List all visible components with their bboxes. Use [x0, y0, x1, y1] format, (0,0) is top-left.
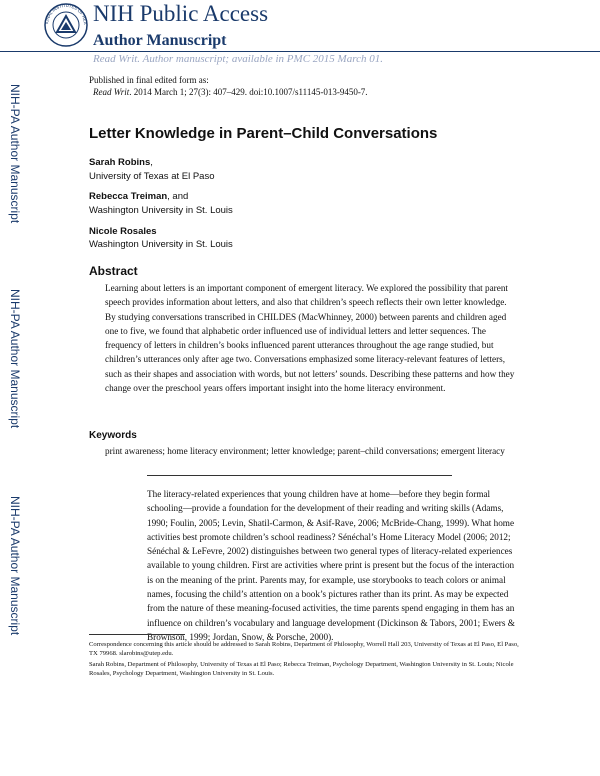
keywords-heading: Keywords — [89, 430, 137, 441]
author-name-text: Nicole Rosales — [89, 226, 157, 237]
published-form-label: Published in final edited form as: — [89, 75, 209, 85]
author-separator: , and — [167, 191, 189, 202]
author-name-text: Rebecca Treiman — [89, 191, 168, 202]
body-paragraph: The literacy-related experiences that young children have at home—before they begin formal schooling—provide a foundation for the development of their reading and writing skills (Adams, 1990; Foulin, 2005; Levin, Shatil-Carmon, & Asif-Rave, 2006; McBride-Chang, 1999). What home activities best promote children’s school readiness? Sénéchal’s Home Literacy Model (2006; 2012; Sénéchal & LeFevre, 2002) distinguishes between two general types of literacy-related experiences available to young children. First are activities where print is present but the focus of the interaction is on the meaning of the print. Parents may, for example, use storybooks to teach colors or animal names, focusing the child’s attention on a book’s pictures rather than its print. As may be expected from the nature of these meaning-focused activities, the time parents spend engaging in them has an influence on children’s vocabulary and language development (Dickinson & Tabors, 2001; Ewers & Brownson, 1999; Jordan, Snow, & Porsche, 2000). — [147, 489, 515, 642]
side-watermark-3: NIH-PA Author Manuscript — [8, 496, 22, 636]
abstract-heading: Abstract — [89, 264, 138, 278]
nih-public-access-title: NIH Public Access — [93, 1, 269, 26]
author-separator: , — [150, 157, 153, 168]
author-name — [89, 226, 157, 237]
author-affiliation: University of Texas at El Paso — [89, 171, 215, 182]
pmc-availability-note: Read Writ. Author manuscript; available in PMC 2015 March 01. — [93, 53, 383, 65]
citation-details: . 2014 March 1; 27(3): 407–429. doi:10.1007/s11145-013-9450-7. — [129, 87, 368, 97]
section-divider — [147, 475, 452, 476]
journal-name: Read Writ — [93, 87, 130, 97]
author-name — [89, 191, 188, 202]
nih-seal-logo — [43, 2, 89, 48]
side-watermark-1: NIH-PA Author Manuscript — [8, 84, 22, 224]
author-affiliation: Washington University in St. Louis — [89, 205, 233, 216]
keywords-text: print awareness; home literacy environment; letter knowledge; parent–child conversations; emergent literacy — [105, 446, 505, 456]
article-title: Letter Knowledge in Parent–Child Conversations — [89, 125, 438, 142]
header-rule — [0, 51, 600, 52]
citation-line — [93, 87, 368, 97]
side-watermark-2: NIH-PA Author Manuscript — [8, 289, 22, 429]
author-name — [89, 157, 153, 168]
correspondence-footnote: Correspondence concerning this article should be addressed to Sarah Robins, Department of Philosophy, Worrell Hall 203, University of Texas at El Paso, El Paso, TX 79968. slarobins@utep.edu. — [89, 641, 519, 657]
author-affiliation: Washington University in St. Louis — [89, 239, 233, 250]
abstract-text: Learning about letters is an important component of emergent literacy. We explored the possibility that parent speech provides information about letters, and also that children’s speech reflects their own letter knowledge. By studying conversations transcribed in CHILDES (MacWhinney, 2000) between parents and children aged one to five, we found that alphabetic order influenced use of individual letters and letter sequences. The frequency of letters in children’s books influenced parent utterances throughout the age range studied, but children’s utterances only after age two. Conversations emphasized some literacy-relevant features of letters, such as their shapes and association with words, but not letters’ sounds. Describing these patterns and how they change over the preschool years offers important insight into the home literacy environment. — [105, 283, 515, 394]
author-manuscript-subtitle: Author Manuscript — [93, 32, 227, 49]
author-name-text: Sarah Robins — [89, 157, 151, 168]
svg-text:NATIONAL INSTITUTES OF HEALTH: IONAL INSTITUTES OF HEA — [44, 2, 89, 25]
affiliation-footnote: Sarah Robins, Department of Philosophy, University of Texas at El Paso; Rebecca Treiman, Psychology Department, Washington University in St. Louis; Nicole Rosales, Psychology Department, Washington University in St. Louis. — [89, 661, 514, 677]
footnote-rule — [89, 634, 185, 635]
